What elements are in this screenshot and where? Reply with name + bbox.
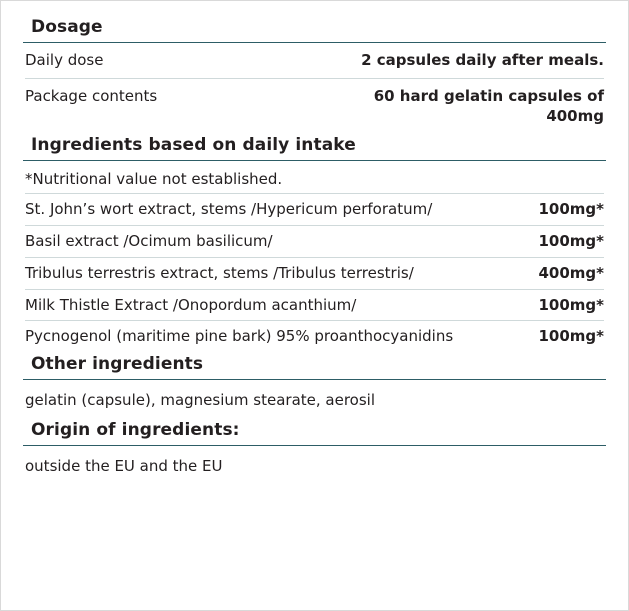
origin-section <box>23 418 606 484</box>
ingredients-section-title: Ingredients based on daily intake <box>31 135 356 156</box>
origin-text: outside the EU and the EU <box>25 457 223 476</box>
package-contents-label: Package contents <box>25 86 158 105</box>
table-row <box>23 79 606 134</box>
ingredient-label: Tribulus terrestris extract, stems /Tribulus terrestris/ <box>25 263 414 282</box>
table-row <box>23 226 606 257</box>
other-ingredients-section <box>23 352 606 418</box>
table-row <box>23 194 606 225</box>
ingredient-amount: 100mg* <box>538 231 604 250</box>
daily-dose-value: 2 capsules daily after meals. <box>361 51 604 69</box>
dosage-section <box>23 15 606 133</box>
ingredient-label: Milk Thistle Extract /Onopordum acanthium/ <box>25 295 357 314</box>
table-row <box>23 43 606 78</box>
daily-dose-label: Daily dose <box>25 51 104 69</box>
table-row <box>23 321 606 352</box>
table-row <box>23 290 606 321</box>
ingredient-label: Pycnogenol (maritime pine bark) 95% proanthocyanidins <box>25 327 454 346</box>
other-ingredients-text: gelatin (capsule), magnesium stearate, aerosil <box>25 391 375 410</box>
ingredient-amount: 400mg* <box>538 263 604 282</box>
package-contents-value: 60 hard gelatin capsules of 400mg <box>373 86 604 125</box>
dosage-section-title: Dosage <box>31 17 103 37</box>
table-row <box>23 258 606 289</box>
ingredients-section <box>23 133 606 352</box>
ingredient-amount: 100mg* <box>538 295 604 314</box>
other-ingredients-title: Other ingredients <box>31 354 204 375</box>
ingredient-amount: 100mg* <box>538 327 604 346</box>
nutritional-value-note: *Nutritional value not established. <box>25 170 283 189</box>
ingredient-label: Basil extract /Ocimum basilicum/ <box>25 231 273 250</box>
ingredient-amount: 100mg* <box>538 200 604 219</box>
origin-title: Origin of ingredients: <box>31 420 240 441</box>
ingredient-label: St. John’s wort extract, stems /Hypericum perforatum/ <box>25 200 433 219</box>
